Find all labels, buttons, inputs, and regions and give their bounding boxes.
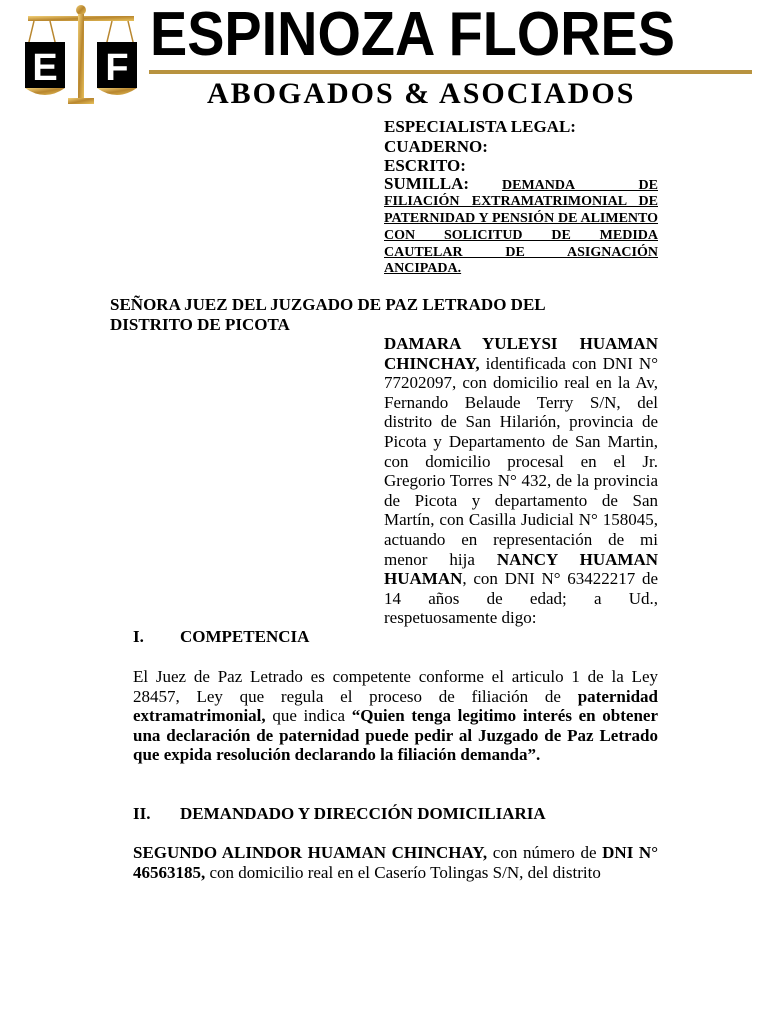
competencia-paragraph xyxy=(133,667,658,765)
section-number: I. xyxy=(133,627,144,646)
sumilla xyxy=(384,173,658,279)
plaintiff-name: DAMARA YULEYSI HUAMAN CHINCHAY, xyxy=(384,334,658,373)
section-heading-competencia xyxy=(133,627,309,647)
demandado-paragraph xyxy=(133,843,658,882)
firm-subtitle: ABOGADOS & ASOCIADOS xyxy=(207,77,636,110)
section-number: II. xyxy=(133,804,151,823)
defendant-address: con domicilio real en el Caserío Tolingas S/N, del distrito xyxy=(205,862,601,882)
sumilla-block xyxy=(384,173,658,279)
logo-letter-f: F xyxy=(105,47,129,89)
sumilla-text: DEMANDA DE FILIACIÓN EXTRAMATRIMONIAL DE PATERNIDAD Y PENSIÓN DE ALIMENTO CON SOLICITUD DE MEDIDA CAUTELAR DE ASIGNACIÓN ANCIPADA. xyxy=(384,177,658,277)
court-addressee: SEÑORA JUEZ DEL JUZGADO DE PAZ LETRADO DEL DISTRITO DE PICOTA xyxy=(110,295,545,334)
scales-of-justice-logo xyxy=(20,2,142,106)
cuaderno-label: CUADERNO: xyxy=(384,136,488,156)
competencia-text-2: que indica xyxy=(265,706,352,726)
section-title: COMPETENCIA xyxy=(180,627,310,646)
sumilla-label: SUMILLA: xyxy=(384,173,470,193)
competencia-text: El Juez de Paz Letrado es competente conforme el articulo 1 de la Ley 28457, Ley que regula el proceso de filiación de xyxy=(133,667,658,706)
competencia-bold: paternidad extramatrimonial, xyxy=(133,686,658,726)
escrito-label: ESCRITO: xyxy=(384,156,466,175)
section-heading-demandado xyxy=(133,804,546,824)
plaintiff-intro xyxy=(384,334,658,628)
firm-logo xyxy=(20,2,142,106)
plaintiff-details: identificada con DNI N° 77202097, con domicilio real en la Av, Fernando Belaude Terry S/N, del distrito de San Hilarión, provincia de Picota y Departamento de San Martin, con domicilio procesal en el Jr. Gregorio Torres N° 432, de la provincia de Picota y departamento de San Martín, con Casilla Judicial N° 158045, actuando en representación de mi menor hija xyxy=(384,353,658,569)
defendant-name: SEGUNDO ALINDOR HUAMAN CHINCHAY, xyxy=(133,843,488,862)
defendant-text: con número de xyxy=(487,843,603,862)
firm-name: ESPINOZA FLORES xyxy=(150,0,675,69)
especialista-label: ESPECIALISTA LEGAL: xyxy=(384,117,576,136)
plaintiff-closing: , con DNI N° 63422217 de 14 años de edad; a Ud., respetuosamente digo: xyxy=(384,569,658,628)
minor-name: NANCY HUAMAN HUAMAN xyxy=(384,549,658,589)
header-divider xyxy=(149,70,752,74)
defendant-dni: DNI N° 46563185, xyxy=(133,843,658,882)
section-title: DEMANDADO Y DIRECCIÓN DOMICILIARIA xyxy=(180,804,546,823)
competencia-quote: “Quien tenga legitimo interés en obtener una declaración de paternidad puede pedir al Juzgado de Paz Letrado que expida resolución declarando la filiación demanda”. xyxy=(133,706,658,765)
logo-letter-e: E xyxy=(32,47,58,89)
case-caption xyxy=(384,117,658,278)
